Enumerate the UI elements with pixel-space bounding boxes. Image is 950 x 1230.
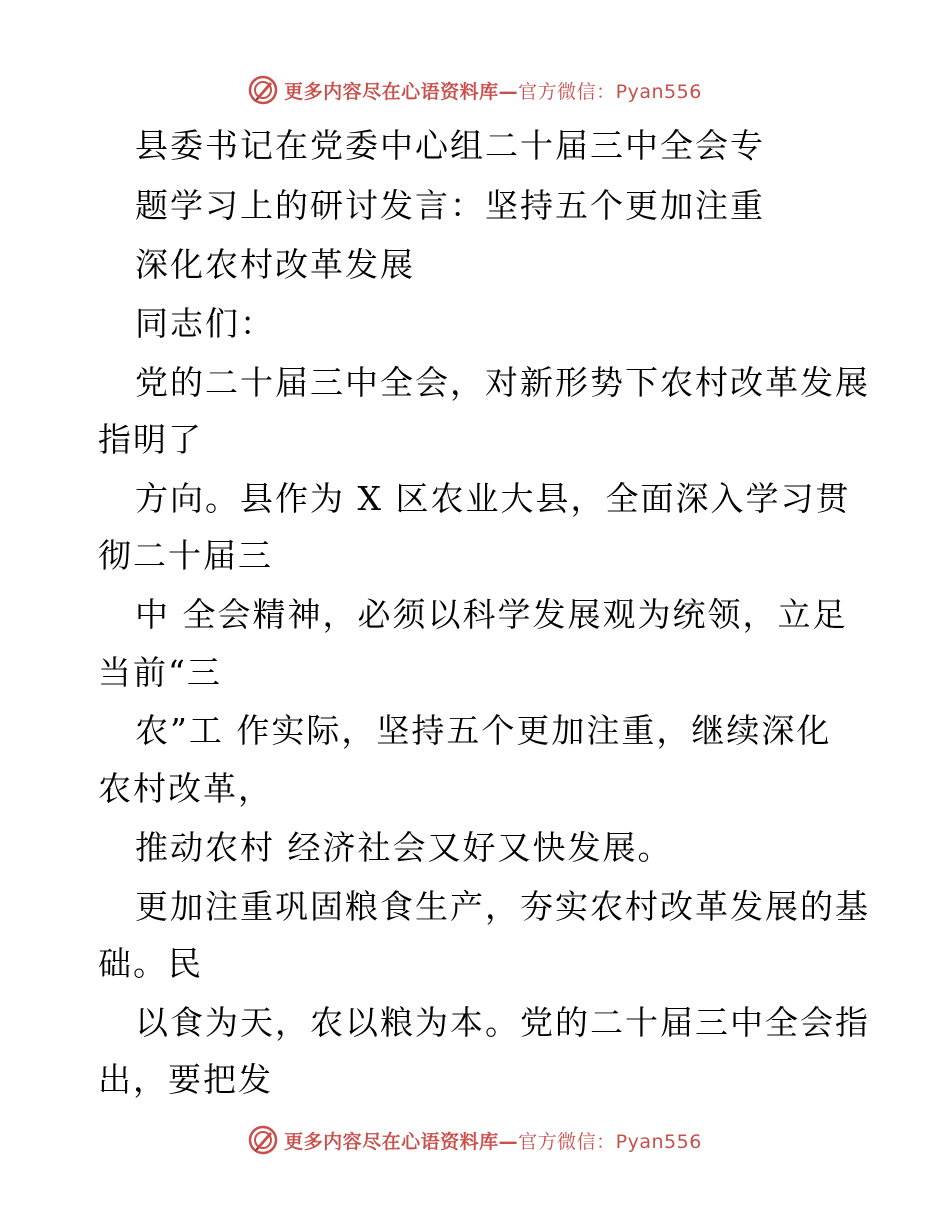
paragraph-line: 农村改革， — [98, 769, 273, 808]
paragraph-line: 当前“三 — [98, 653, 222, 692]
paragraph-line: 中 全会精神，必须以科学发展观为统领，立足 — [135, 595, 848, 634]
banner-text: 更多内容尽在心语资料库—官方微信：Pyan556 — [284, 1130, 702, 1153]
paragraph-line: 出，要把发 — [98, 1060, 273, 1099]
pen-logo-icon — [248, 1125, 278, 1155]
paragraph-line: 以食为天，农以粮为本。党的二十届三中全会指 — [135, 1003, 870, 1042]
document-title-line-2: 题学习上的研讨发言：坚持五个更加注重 — [135, 186, 765, 225]
paragraph-line: 础。民 — [98, 944, 203, 983]
document-title-line-1: 县委书记在党委中心组二十届三中全会专 — [135, 126, 765, 165]
footer-banner — [0, 1120, 950, 1160]
salutation: 同志们： — [135, 304, 275, 343]
banner-wechat: 官方微信：Pyan556 — [518, 1130, 702, 1153]
paragraph-line: 党的二十届三中全会，对新形势下农村改革发展 — [135, 363, 870, 402]
document-title-line-3: 深化农村改革发展 — [135, 245, 415, 284]
banner-wechat: 官方微信：Pyan556 — [518, 80, 702, 103]
paragraph-line: 推动农村 经济社会又好又快发展。 — [135, 828, 673, 867]
paragraph-line: 指明了 — [98, 420, 203, 459]
header-banner — [0, 70, 950, 110]
paragraph-line: 方向。县作为 X 区农业大县，全面深入学习贯 — [135, 479, 851, 518]
pen-logo-icon — [248, 75, 278, 105]
banner-text: 更多内容尽在心语资料库—官方微信：Pyan556 — [284, 80, 702, 103]
paragraph-line: 彻二十届三 — [98, 536, 273, 575]
paragraph-line: 农”工 作实际，坚持五个更加注重，继续深化 — [135, 711, 832, 750]
paragraph-line: 更加注重巩固粮食生产，夯实农村改革发展的基 — [135, 887, 870, 926]
